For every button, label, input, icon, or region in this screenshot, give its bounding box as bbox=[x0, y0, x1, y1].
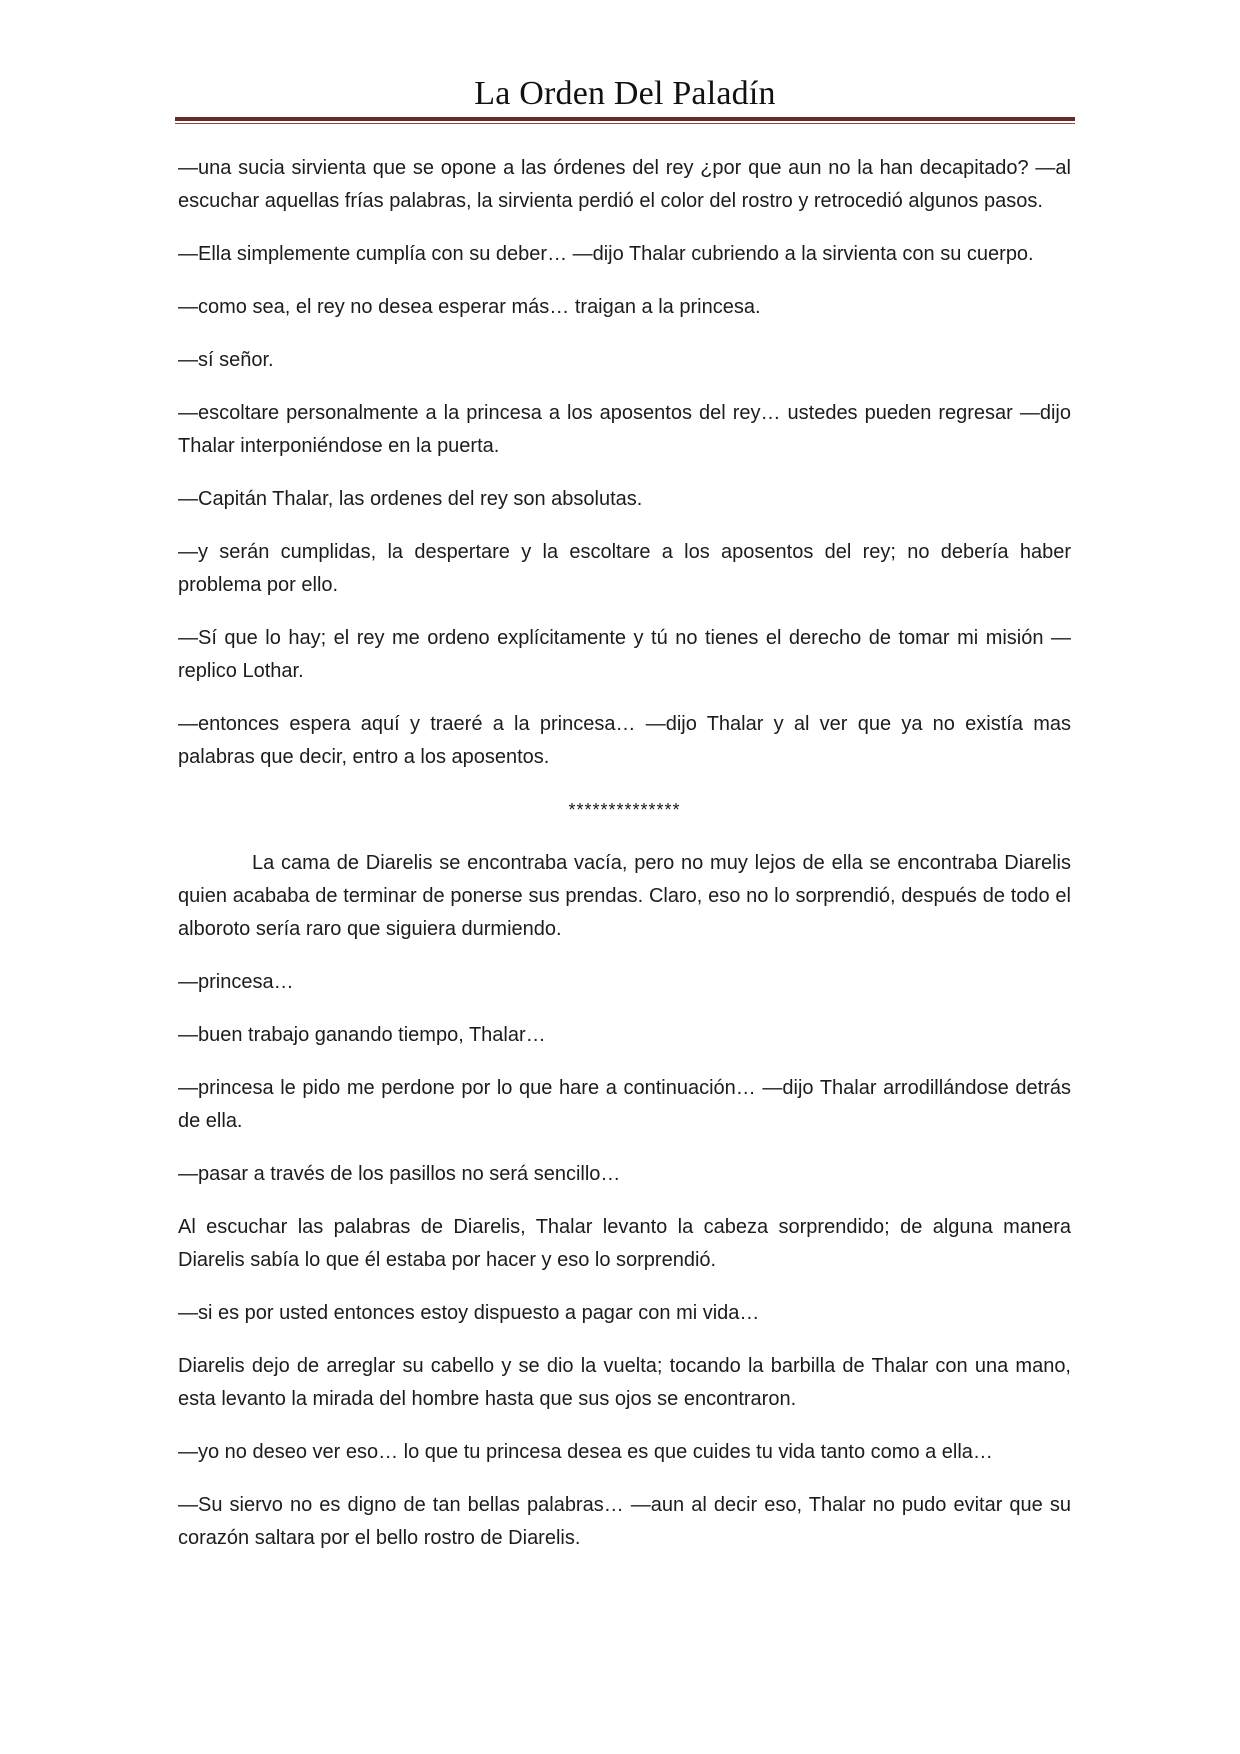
page-header bbox=[175, 72, 1075, 116]
paragraph: La cama de Diarelis se encontraba vacía, pero no muy lejos de ella se encontraba Diarelis quien acababa de terminar de ponerse sus prendas. Claro, eso no lo sorprendió, después de todo el alboroto sería raro que siguiera durmiendo. bbox=[178, 852, 1071, 940]
paragraph: —como sea, el rey no desea esperar más… traigan a la princesa. bbox=[178, 296, 761, 318]
paragraph: —si es por usted entonces estoy dispuesto a pagar con mi vida… bbox=[178, 1302, 760, 1324]
paragraph: —princesa… bbox=[178, 971, 294, 993]
paragraph: —Sí que lo hay; el rey me ordeno explícitamente y tú no tienes el derecho de tomar mi misión —replico Lothar. bbox=[178, 627, 1071, 682]
paragraph: —y serán cumplidas, la despertare y la escoltare a los aposentos del rey; no debería haber problema por ello. bbox=[178, 541, 1071, 596]
paragraph: —sí señor. bbox=[178, 349, 274, 371]
paragraph: —Capitán Thalar, las ordenes del rey son absolutas. bbox=[178, 488, 643, 510]
paragraph: Al escuchar las palabras de Diarelis, Thalar levanto la cabeza sorprendido; de alguna manera Diarelis sabía lo que él estaba por hacer y eso lo sorprendió. bbox=[178, 1216, 1071, 1271]
header-rule-thick bbox=[175, 117, 1075, 121]
paragraph: —entonces espera aquí y traeré a la princesa… —dijo Thalar y al ver que ya no existía mas palabras que decir, entro a los aposentos. bbox=[178, 713, 1071, 768]
paragraph: —yo no deseo ver eso… lo que tu princesa desea es que cuides tu vida tanto como a ella… bbox=[178, 1441, 993, 1463]
paragraph: —princesa le pido me perdone por lo que hare a continuación… —dijo Thalar arrodillándose detrás de ella. bbox=[178, 1077, 1071, 1132]
book-title: La Orden Del Paladín bbox=[474, 75, 776, 112]
paragraph: —una sucia sirvienta que se opone a las órdenes del rey ¿por que aun no la han decapitado? —al escuchar aquellas frías palabras, la sirvienta perdió el color del rostro y retrocedió algunos pasos. bbox=[178, 157, 1071, 212]
paragraph: —Su siervo no es digno de tan bellas palabras… —aun al decir eso, Thalar no pudo evitar que su corazón saltara por el bello rostro de Diarelis. bbox=[178, 1494, 1071, 1549]
body-text bbox=[178, 152, 1071, 1575]
paragraph: Diarelis dejo de arreglar su cabello y se dio la vuelta; tocando la barbilla de Thalar con una mano, esta levanto la mirada del hombre hasta que sus ojos se encontraron. bbox=[178, 1355, 1071, 1410]
paragraph: —pasar a través de los pasillos no será sencillo… bbox=[178, 1163, 621, 1185]
header-rule-thin bbox=[175, 123, 1075, 124]
scene-separator: ************** bbox=[568, 800, 681, 820]
paragraph: —buen trabajo ganando tiempo, Thalar… bbox=[178, 1024, 546, 1046]
paragraph: —escoltare personalmente a la princesa a los aposentos del rey… ustedes pueden regresar —dijo Thalar interponiéndose en la puerta. bbox=[178, 402, 1071, 457]
paragraph: —Ella simplemente cumplía con su deber… —dijo Thalar cubriendo a la sirvienta con su cuerpo. bbox=[178, 243, 1034, 265]
